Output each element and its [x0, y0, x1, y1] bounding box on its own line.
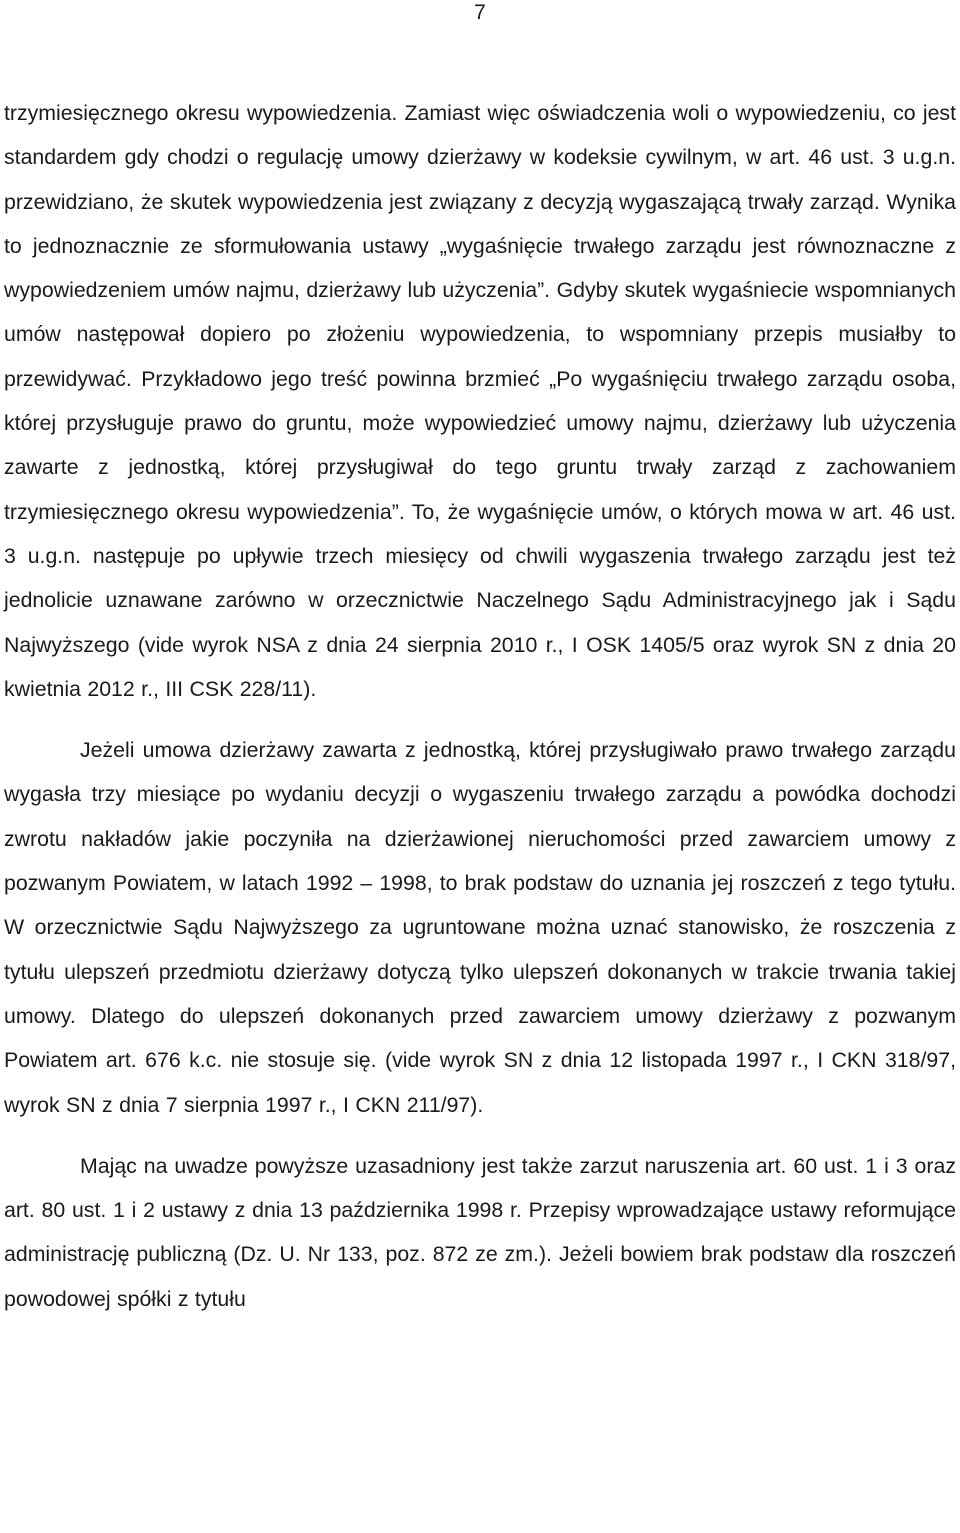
paragraph-2: Jeżeli umowa dzierżawy zawarta z jednostką, której przysługiwało prawo trwałego zarządu wygasła trzy miesiące po wydaniu decyzji o wygaszeniu trwałego zarządu a powódka dochodzi zwrotu nakładów jakie poczyniła na dzierżawionej nieruchomości przed zawarciem umowy z pozwanym Powiatem, w latach 1992 – 1998, to brak podstaw do uznania jej roszczeń z tego tytułu. W orzecznictwie Sądu Najwyższego za ugruntowane można uznać stanowisko, że roszczenia z tytułu ulepszeń przedmiotu dzierżawy dotyczą tylko ulepszeń dokonanych w trakcie trwania takiej umowy. Dlatego do ulepszeń dokonanych przed zawarciem umowy dzierżawy z pozwanym Powiatem art. 676 k.c. nie stosuje się. (vide wyrok SN z dnia 12 listopada 1997 r., I CKN 318/97, wyrok SN z dnia 7 sierpnia 1997 r., I CKN 211/97). — [4, 738, 956, 1117]
page-number: 7 — [474, 1, 486, 24]
paragraph-1: trzymiesięcznego okresu wypowiedzenia. Zamiast więc oświadczenia woli o wypowiedzeniu, co jest standardem gdy chodzi o regulację umowy dzierżawy w kodeksie cywilnym, w art. 46 ust. 3 u.g.n. przewidziano, że skutek wypowiedzenia jest związany z decyzją wygaszającą trwały zarząd. Wynika to jednoznacznie ze sformułowania ustawy „wygaśnięcie trwałego zarządu jest równoznaczne z wypowiedzeniem umów najmu, dzierżawy lub użyczenia”. Gdyby skutek wygaśniecie wspomnianych umów następował dopiero po złożeniu wypowiedzenia, to wspomniany przepis musiałby to przewidywać. Przykładowo jego treść powinna brzmieć „Po wygaśnięciu trwałego zarządu osoba, której przysługuje prawo do gruntu, może wypowiedzieć umowy najmu, dzierżawy lub użyczenia zawarte z jednostką, której przysługiwał do tego gruntu trwały zarząd z zachowaniem trzymiesięcznego okresu wypowiedzenia”. To, że wygaśnięcie umów, o których mowa w art. 46 ust. 3 u.g.n. następuje po upływie trzech miesięcy od chwili wygaszenia trwałego zarządu jest też jednolicie uznawane zarówno w orzecznictwie Naczelnego Sądu Administracyjnego jak i Sądu Najwyższego (vide wyrok NSA z dnia 24 sierpnia 2010 r., I OSK 1405/5 oraz wyrok SN z dnia 20 kwietnia 2012 r., III CSK 228/11). — [4, 101, 956, 701]
paragraph-3: Mając na uwadze powyższe uzasadniony jest także zarzut naruszenia art. 60 ust. 1 i 3 oraz art. 80 ust. 1 i 2 ustawy z dnia 13 października 1998 r. Przepisy wprowadzające ustawy reformujące administrację publiczną (Dz. U. Nr 133, poz. 872 ze zm.). Jeżeli bowiem brak podstaw dla roszczeń powodowej spółki z tytułu — [4, 1153, 956, 1311]
document-body — [4, 91, 956, 1321]
